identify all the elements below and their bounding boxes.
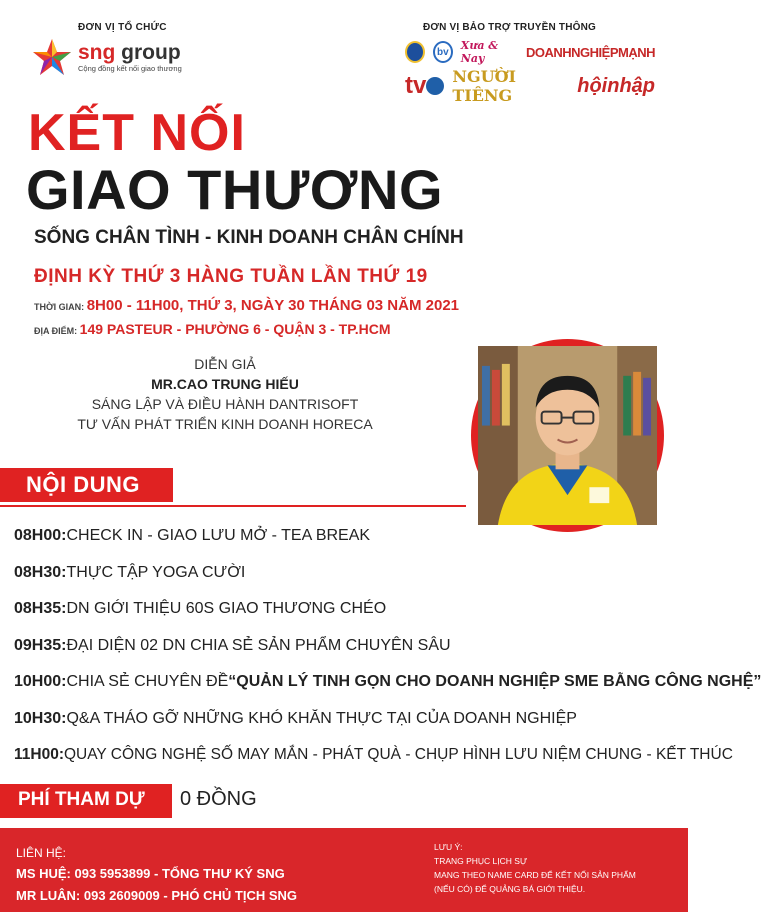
logo-prefix: sng — [78, 40, 116, 64]
headline-line-2: GIAO THƯƠNG — [26, 158, 444, 221]
sponsor-tvo-logo — [405, 72, 444, 100]
agenda-time: 08H35: — [14, 600, 67, 618]
agenda-text: CHECK IN - GIAO LƯU MỞ - TEA BREAK — [66, 527, 371, 545]
agenda-item — [14, 591, 679, 628]
agenda-time: 11H00: — [14, 746, 64, 764]
organizer-label: ĐƠN VỊ TỔ CHỨC — [78, 22, 167, 33]
sponsor-label: ĐƠN VỊ BẢO TRỢ TRUYỀN THÔNG — [423, 22, 597, 33]
place-value: 149 PASTEUR - PHƯỜNG 6 - QUẬN 3 - TP.HCM — [79, 321, 391, 337]
agenda-heading: NỘI DUNG — [26, 472, 140, 497]
time-value: 8H00 - 11H00, THỨ 3, NGÀY 30 THÁNG 03 NĂM 2021 — [86, 297, 459, 314]
media-sponsors — [405, 22, 655, 105]
sponsor-row-2 — [405, 67, 655, 105]
agenda-item — [14, 701, 679, 738]
footer — [0, 828, 688, 912]
agenda-item — [14, 628, 679, 665]
event-periodic: ĐỊNH KỲ THỨ 3 HÀNG TUẦN LẦN THỨ 19 — [34, 266, 428, 287]
agenda-item — [14, 555, 679, 592]
note-3: (NẾU CÓ) ĐỂ QUẢNG BÁ GIỚI THIỆU. — [434, 884, 586, 894]
sponsor-row-1 — [405, 39, 655, 65]
sponsor-hoi-nhap-logo: hộinhập — [577, 74, 655, 97]
organizer-block — [32, 22, 202, 77]
sponsor-emblem-icon — [405, 41, 425, 63]
agenda-item — [14, 664, 761, 701]
notes-block — [434, 840, 674, 896]
agenda-time: 10H30: — [14, 709, 67, 727]
time-label: THỜI GIAN: — [34, 302, 87, 312]
contact-1: MS HUỆ: 093 5953899 - TỔNG THƯ KÝ SNG — [16, 866, 285, 881]
tvo-globe-icon — [426, 77, 444, 95]
agenda-text: THỰC TẬP YOGA CƯỜI — [66, 563, 246, 581]
contact-2: MR LUÂN: 093 2609009 - PHÓ CHỦ TỊCH SNG — [16, 888, 298, 903]
place-label: ĐỊA ĐIỂM: — [34, 326, 80, 336]
sng-star-logo-icon — [32, 37, 72, 77]
agenda-time: 09H35: — [14, 636, 67, 654]
speaker-name: MR.CAO TRUNG HIẾU — [151, 376, 299, 392]
slogan: SỐNG CHÂN TÌNH - KINH DOANH CHÂN CHÍNH — [34, 227, 464, 248]
fee-value: 0 ĐỒNG — [180, 788, 257, 810]
logo-tagline: Cộng đồng kết nối giao thương — [78, 63, 182, 73]
sponsor-nguoi-tieng-logo: NGƯỜI TIÊNG — [452, 67, 517, 105]
fee-label: PHÍ THAM DỰ — [18, 789, 145, 810]
notes-title: LƯU Ý: — [434, 842, 463, 852]
agenda-time: 08H00: — [14, 527, 67, 545]
headline-line-1: KẾT NỐI — [28, 104, 246, 162]
agenda-time: 08H30: — [14, 563, 67, 581]
speaker-portrait-image — [478, 346, 657, 525]
logo-name — [78, 42, 182, 64]
agenda-heading-bar — [0, 468, 173, 502]
agenda-text: DN GIỚI THIỆU 60S GIAO THƯƠNG CHÉO — [66, 600, 387, 618]
agenda-time: 10H00: — [14, 673, 67, 691]
sng-logo — [32, 37, 202, 77]
sponsor-doanh-nghiep-manh-logo: DOANHNGHIỆPMẠNH — [526, 44, 655, 60]
fee-bar — [0, 784, 172, 818]
agenda-text: Q&A THÁO GỠ NHỮNG KHÓ KHĂN THỰC TẠI CỦA DOANH NGHIỆP — [66, 709, 577, 727]
agenda-text: CHIA SẺ CHUYÊN ĐỀ — [66, 673, 229, 691]
agenda-text: QUAY CÔNG NGHỆ SỐ MAY MẮN - PHÁT QUÀ - CHỤP HÌNH LƯU NIỆM CHUNG - KẾT THÚC — [63, 746, 733, 764]
speaker-role-2: TƯ VẤN PHÁT TRIỂN KINH DOANH HORECA — [77, 416, 373, 432]
sponsor-xua-nay-logo: Xưa & Nay — [460, 39, 499, 65]
speaker-block — [40, 354, 410, 434]
speaker-role-1: SÁNG LẬP VÀ ĐIỀU HÀNH DANTRISOFT — [91, 396, 359, 412]
agenda-divider — [0, 505, 466, 507]
agenda-item — [14, 737, 733, 774]
agenda-text: ĐẠI DIỆN 02 DN CHIA SẺ SẢN PHẨM CHUYÊN SÂU — [66, 636, 451, 654]
agenda-list — [14, 518, 761, 774]
sponsor-tvo-text: tv — [405, 72, 427, 99]
agenda-item — [14, 518, 679, 555]
speaker-label: DIỄN GIẢ — [194, 356, 256, 372]
contact-title: LIÊN HỆ: — [16, 846, 67, 860]
speaker-photo-frame — [471, 339, 664, 532]
speaker-photo — [478, 346, 657, 525]
agenda-topic-highlight: “QUẢN LÝ TINH GỌN CHO DOANH NGHIỆP SME BẰNG CÔNG NGHỆ” — [228, 673, 761, 691]
event-place — [34, 321, 391, 337]
logo-suffix: group — [115, 40, 181, 64]
note-2: MANG THEO NAME CARD ĐỂ KẾT NỐI SẢN PHẨM — [434, 870, 636, 880]
event-time — [34, 297, 459, 314]
sponsor-bv-logo: bv — [433, 41, 453, 63]
note-1: TRANG PHỤC LỊCH SỰ — [434, 856, 528, 866]
